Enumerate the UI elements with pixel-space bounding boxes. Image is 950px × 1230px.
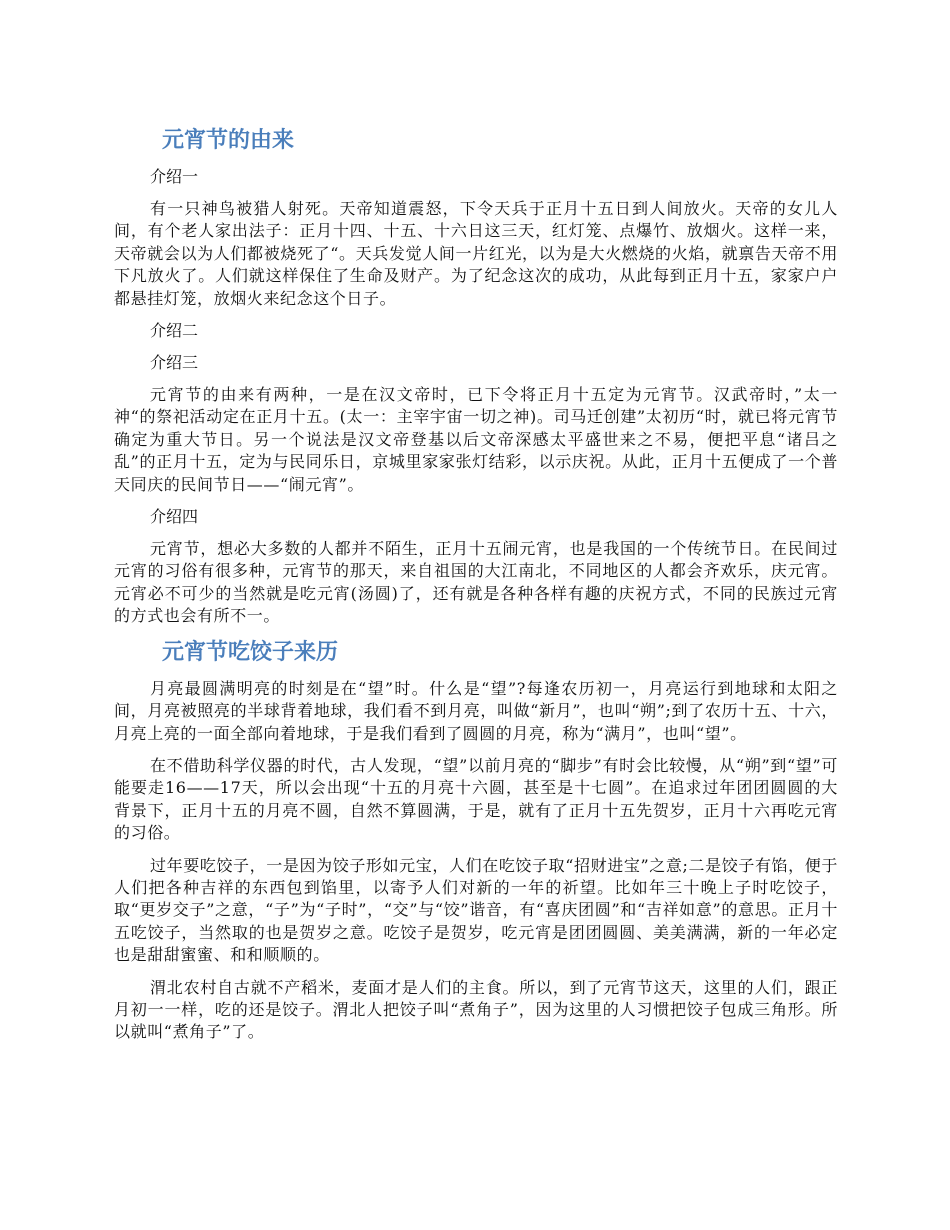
section-heading-dumplings: 元宵节吃饺子来历 bbox=[162, 639, 339, 665]
dumpling-paragraph-2: 在不借助科学仪器的时代，古人发现，“望”以前月亮的“脚步”有时会比较慢，从“朔”到“望”可能要走16——17天，所以会出现“十五的月亮十六圆，甚至是十七圆”。在追求过年团团圆圆的大背景下，正月十五的月亮不圆，自然不算圆满，于是，就有了正月十五先贺岁，正月十六再吃元宵的习俗。 bbox=[114, 755, 838, 843]
section-heading-origin: 元宵节的由来 bbox=[162, 128, 295, 153]
intro-paragraph-4: 元宵节，想必大多数的人都并不陌生，正月十五闹元宵，也是我国的一个传统节日。在民间过元宵的习俗有很多种，元宵节的那天，来自祖国的大江南北，不同地区的人都会齐欢乐，庆元宵。元宵必不可少的当然就是吃元宵(汤圆)了，还有就是各种各样有趣的庆祝方式，不同的民族过元宵的方式也会有所不一。 bbox=[114, 539, 838, 626]
document-page bbox=[114, 118, 838, 1054]
intro-label-3: 介绍三 bbox=[150, 353, 199, 373]
intro-label-1: 介绍一 bbox=[150, 167, 199, 186]
dumpling-paragraph-4: 渭北农村自古就不产稻米，麦面才是人们的主食。所以，到了元宵节这天，这里的人们，跟正月初一一样，吃的还是饺子。渭北人把饺子叫“煮角子”，因为这里的人习惯把饺子包成三角形。所以就叫“煮角子”了。 bbox=[114, 977, 838, 1042]
intro-label-4: 介绍四 bbox=[150, 507, 199, 527]
dumpling-paragraph-3: 过年要吃饺子，一是因为饺子形如元宝，人们在吃饺子取“招财进宝”之意;二是饺子有馅，便于人们把各种吉祥的东西包到馅里，以寄予人们对新的一年的祈望。比如年三十晚上子时吃饺子，取“更岁交子”之意，“子”为“子时”，“交”与“饺”谐音，有“喜庆团圆”和“吉祥如意”的意思。正月十五吃饺子，当然取的也是贺岁之意。吃饺子是贺岁，吃元宵是团团圆圆、美美满满，新的一年必定也是甜甜蜜蜜、和和顺顺的。 bbox=[114, 855, 838, 965]
intro-paragraph-3: 元宵节的由来有两种，一是在汉文帝时，已下令将正月十五定为元宵节。汉武帝时，”太一神“的祭祀活动定在正月十五。(太一：主宰宇宙一切之神)。司马迁创建”太初历“时，就已将元宵节确定为重大节日。另一个说法是汉文帝登基以后文帝深感太平盛世来之不易，便把平息“诸吕之乱”的正月十五，定为与民同乐日，京城里家家张灯结彩，以示庆祝。从此，正月十五便成了一个普天同庆的民间节日——“闹元宵”。 bbox=[114, 385, 838, 494]
intro-paragraph-1: 有一只神鸟被猎人射死。天帝知道震怒，下令天兵于正月十五日到人间放火。天帝的女儿人间，有个老人家出法子：正月十四、十五、十六日这三天，红灯笼、点爆竹、放烟火。这样一来，天帝就会以为人们都被烧死了“。天兵发觉人间一片红光，以为是大火燃烧的火焰，就禀告天帝不用下凡放火了。人们就这样保住了生命及财产。为了纪念这次的成功，从此每到正月十五，家家户户都悬挂灯笼，放烟火来纪念这个日子。 bbox=[114, 199, 838, 308]
intro-label-2: 介绍二 bbox=[150, 321, 199, 341]
dumpling-paragraph-1: 月亮最圆满明亮的时刻是在“望”时。什么是“望”?每逢农历初一，月亮运行到地球和太阳之间，月亮被照亮的半球背着地球，我们看不到月亮，叫做“新月”，也叫“朔”;到了农历十五、十六，月亮上亮的一面全部向着地球，于是我们看到了圆圆的月亮，称为“满月”，也叫“望”。 bbox=[114, 678, 838, 743]
